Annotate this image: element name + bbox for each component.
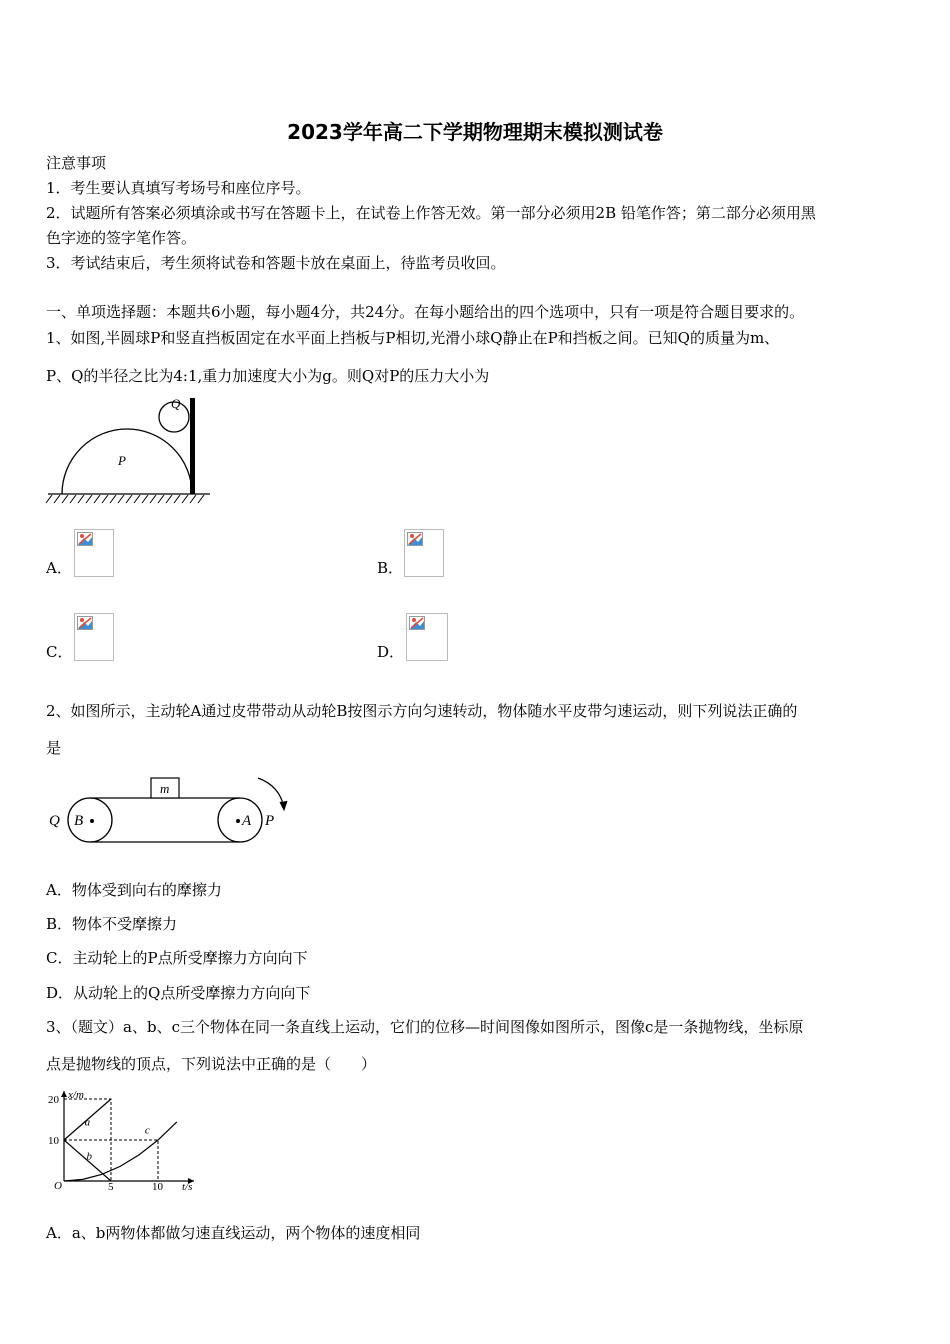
label-q: Q	[49, 813, 60, 829]
label-b: B	[74, 813, 84, 829]
question-3-text: 点是抛物线的顶点，下列说法中正确的是（ ）	[46, 1055, 377, 1073]
question-2-figure	[44, 772, 294, 847]
option-c-label[interactable]: C．	[46, 643, 73, 661]
y-axis-label: x/m	[68, 1089, 84, 1101]
series-a-label: a	[84, 1116, 91, 1129]
series-c-line	[64, 1122, 177, 1181]
question-3-text: 3、（题文）a、b、c三个物体在同一条直线上运动，它们的位移—时间图像如图所示，图像c是一条抛物线，坐标原	[46, 1018, 804, 1036]
notice-item: 1．考生要认真填写考场号和座位序号。	[46, 179, 311, 197]
label-a: A	[242, 813, 252, 829]
broken-image-icon	[406, 613, 448, 661]
question-3-chart	[44, 1086, 204, 1196]
x-tick-label: 10	[152, 1181, 163, 1193]
broken-image-icon	[74, 613, 114, 661]
notice-item: 色字迹的签字笔作答。	[46, 229, 197, 247]
label-q: Q	[171, 396, 181, 411]
option-b[interactable]: B．物体不受摩擦力	[46, 915, 178, 933]
option-a[interactable]: A．物体受到向右的摩擦力	[46, 881, 222, 899]
question-1-figure	[44, 392, 224, 507]
series-b-label: b	[86, 1150, 93, 1163]
option-c[interactable]: C．主动轮上的P点所受摩擦力方向向下	[46, 949, 308, 967]
option-a-label[interactable]: A．	[46, 559, 72, 577]
x-tick-label: 5	[108, 1181, 114, 1193]
origin-label: O	[54, 1180, 62, 1192]
option-a[interactable]: A．a、b两物体都做匀速直线运动，两个物体的速度相同	[46, 1224, 421, 1242]
page-title: 2023学年高二下学期物理期末模拟测试卷	[287, 120, 663, 144]
option-d[interactable]: D．从动轮上的Q点所受摩擦力方向向下	[46, 984, 311, 1002]
series-c-label: c	[144, 1124, 150, 1137]
question-2-text: 是	[46, 739, 62, 757]
label-p: P	[265, 813, 275, 829]
label-m: m	[160, 781, 170, 796]
x-axis-label: t/s	[182, 1181, 193, 1193]
notice-item: 3．考试结束后，考生须将试卷和答题卡放在桌面上，待监考员收回。	[46, 254, 506, 272]
question-2-text: 2、如图所示，主动轮A通过皮带带动从动轮B按图示方向匀速转动，物体随水平皮带匀速运动，则下列说法正确的	[46, 702, 798, 720]
section-heading: 一、单项选择题：本题共6小题，每小题4分，共24分。在每小题给出的四个选项中，只有一项是符合题目要求的。	[46, 303, 805, 321]
notice-item: 2．试题所有答案必须填涂或书写在答题卡上，在试卷上作答无效。第一部分必须用2B 铅笔作答；第二部分必须用黑	[46, 204, 816, 222]
option-d-label[interactable]: D．	[377, 643, 405, 661]
option-b-label[interactable]: B．	[377, 559, 404, 577]
notice-heading: 注意事项	[46, 154, 107, 172]
question-1-text: 1、如图,半圆球P和竖直挡板固定在水平面上挡板与P相切,光滑小球Q静止在P和挡板之间。已知Q的质量为m、	[46, 329, 780, 347]
question-1-text: P、Q的半径之比为4:1,重力加速度大小为g。则Q对P的压力大小为	[46, 367, 490, 385]
y-tick-label: 20	[48, 1094, 59, 1106]
broken-image-icon	[74, 529, 114, 577]
rotation-arrow-icon	[280, 801, 287, 810]
label-p: P	[118, 453, 126, 468]
y-tick-label: 10	[48, 1135, 59, 1147]
broken-image-icon	[404, 529, 444, 577]
